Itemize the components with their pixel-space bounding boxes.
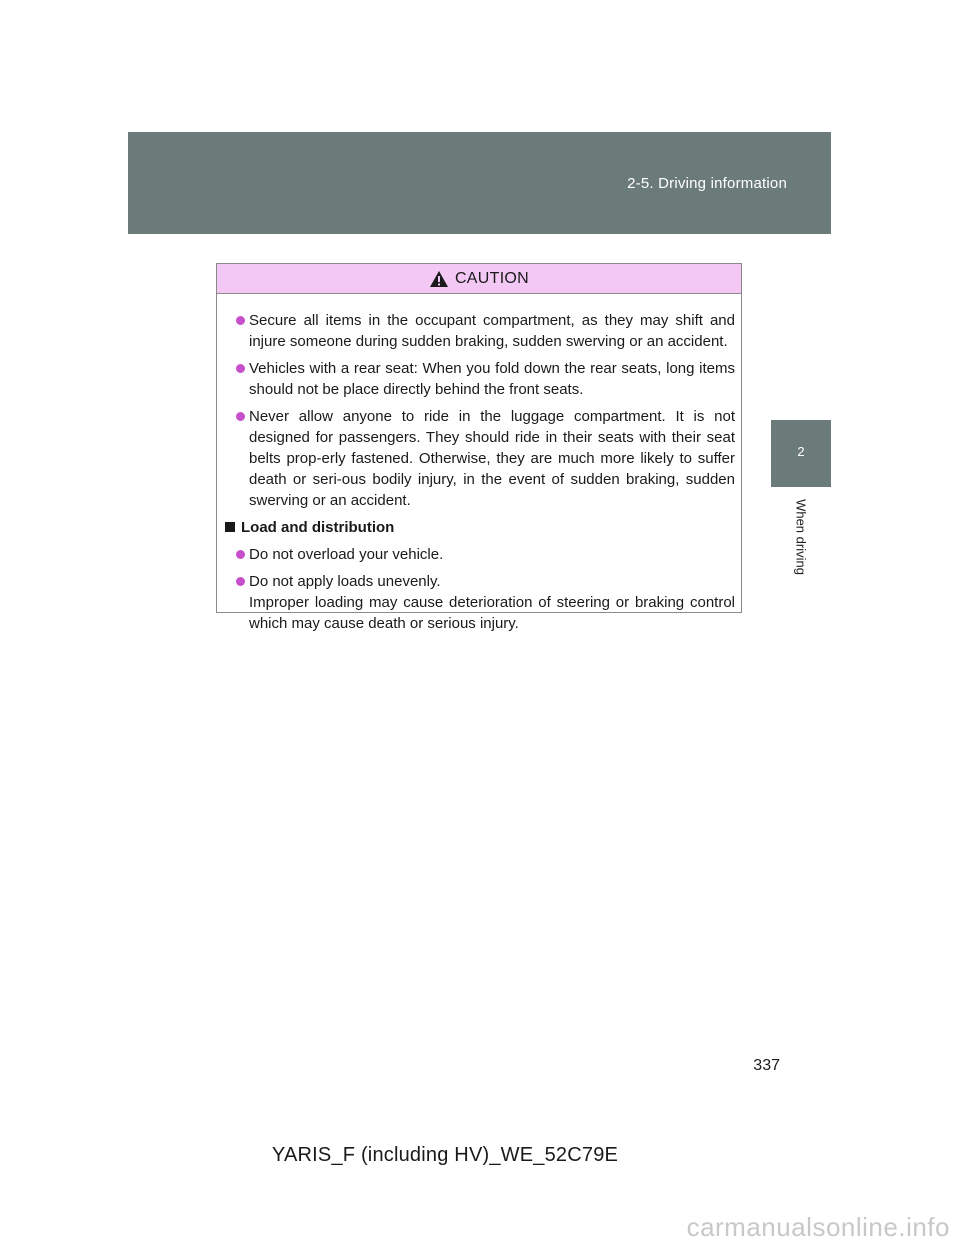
- section-heading: [225, 517, 735, 538]
- bullet-text: Never allow anyone to ride in the luggage compartment. It is not designed for passengers. They should ride in their seats with their seat belts prop-erly fastened. Otherwise, they are much more likely to suffer death or seri-ous bodily injury, in the event of sudden braking, sudden swerving or an accident.: [249, 408, 735, 509]
- bullet-dot-icon: [236, 577, 245, 586]
- chapter-number: 2: [797, 444, 805, 459]
- bullet-text-continued: Improper loading may cause deterioration of steering or braking control which may cause death or serious injury.: [249, 594, 735, 632]
- bullet-dot-icon: [236, 412, 245, 421]
- bullet-dot-icon: [236, 364, 245, 373]
- section-heading-text: Load and distribution: [241, 519, 395, 536]
- caution-bullet: [233, 406, 735, 511]
- bullet-dot-icon: [236, 550, 245, 559]
- watermark: carmanualsonline.info: [686, 1212, 950, 1242]
- bullet-dot-icon: [236, 316, 245, 325]
- square-bullet-icon: [225, 522, 235, 532]
- section-title: 2-5. Driving information: [627, 175, 787, 192]
- caution-body: [217, 294, 741, 634]
- footer-text: YARIS_F (including HV)_WE_52C79E: [271, 1144, 619, 1166]
- bullet-text: Secure all items in the occupant compartment, as they may shift and injure someone during sudden braking, sudden swerving or an accident.: [249, 312, 735, 350]
- header-bar: [128, 132, 831, 234]
- chapter-tab: [771, 420, 831, 487]
- caution-bullet: [233, 310, 735, 352]
- bullet-text: Do not overload your vehicle.: [249, 546, 444, 563]
- chapter-label: When driving: [793, 499, 809, 575]
- bullet-text: Vehicles with a rear seat: When you fold down the rear seats, long items should not be place directly behind the front seats.: [249, 360, 735, 398]
- caution-box: [216, 263, 742, 632]
- page-number: 337: [753, 1057, 780, 1074]
- document-footer: [0, 1144, 960, 1167]
- bullet-text: Do not apply loads unevenly.: [249, 573, 441, 590]
- caution-bullet: [233, 544, 735, 565]
- caution-bullet: [233, 571, 735, 634]
- warning-icon: [429, 270, 449, 288]
- caution-title: CAUTION: [454, 269, 530, 287]
- caution-bullet: [233, 358, 735, 400]
- caution-header: [217, 264, 741, 294]
